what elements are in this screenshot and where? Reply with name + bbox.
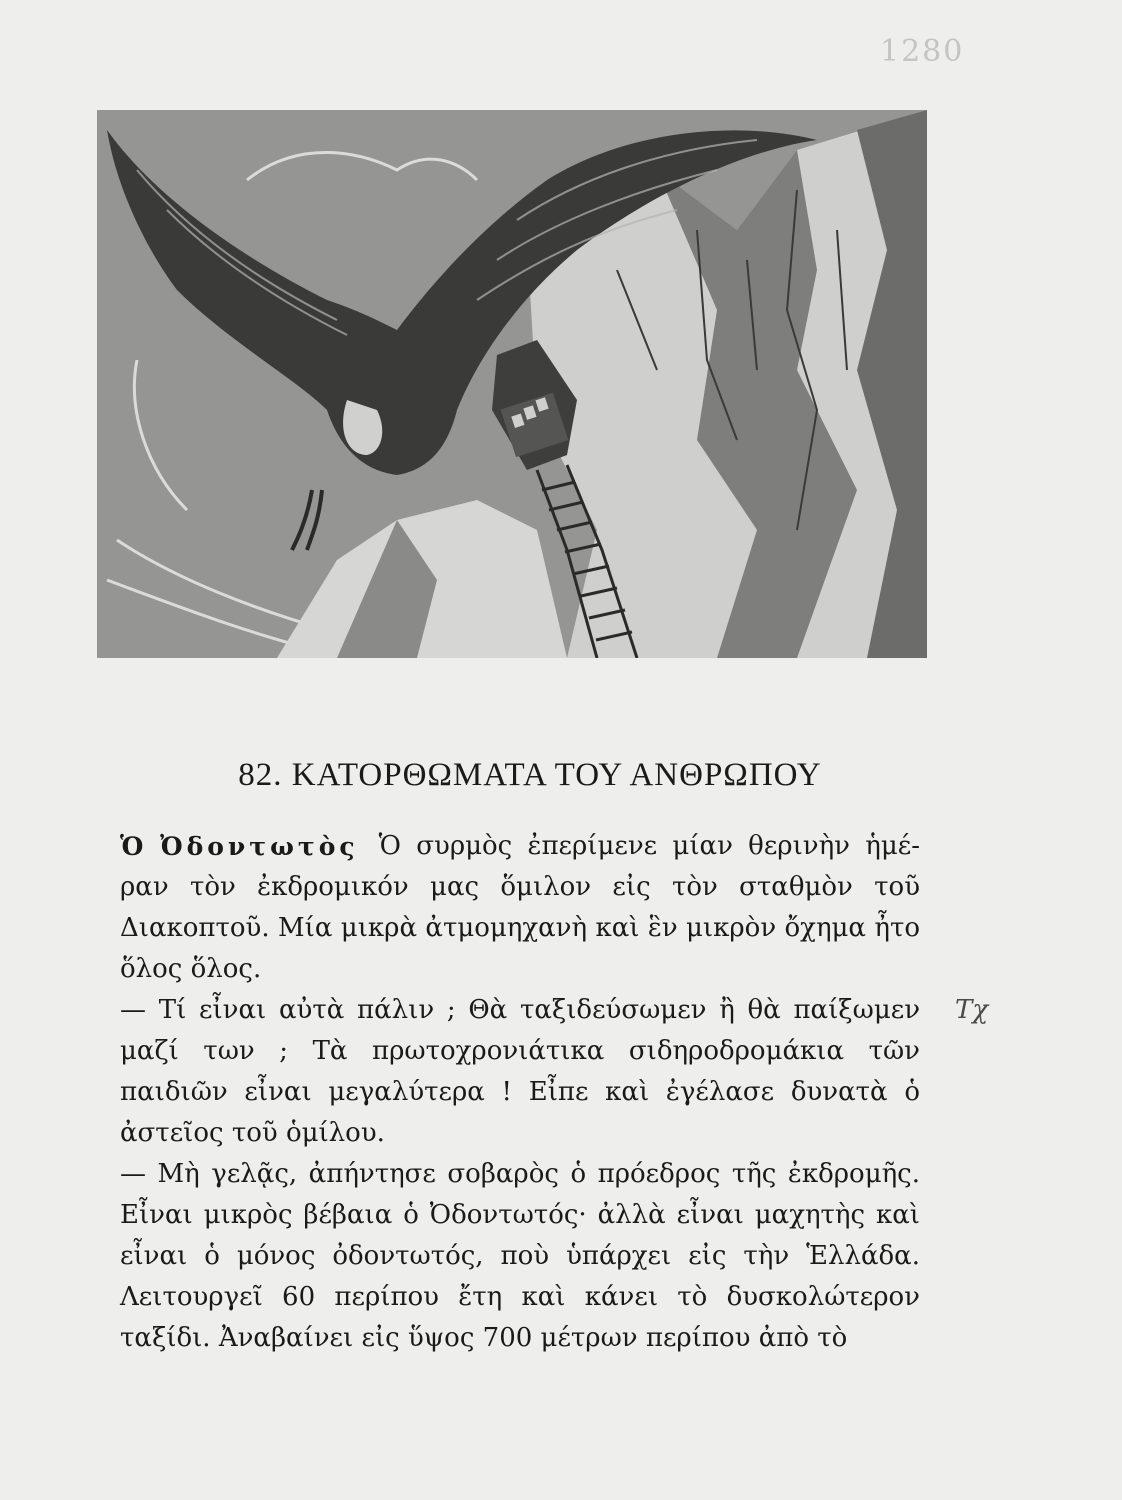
page-number: 1280 <box>880 34 965 69</box>
paragraph-2: — Τί εἶναι αὐτὰ πάλιν ; Θὰ ταξιδεύσωμεν ἢ θὰ παίξωμεν μαζί των ; Τὰ πρωτοχρονιάτικα σιδηροδρομάκια τῶν παιδιῶν εἶναι μεγαλύτερα ! Εἶπε καὶ ἐγέλασε δυνατὰ ὁ ἀστεῖος τοῦ ὁμίλου. <box>120 995 920 1148</box>
body-text <box>120 826 920 1359</box>
illustration <box>97 110 927 658</box>
margin-note: Τχ <box>955 995 989 1025</box>
eagle-train-illustration <box>97 110 927 658</box>
chapter-title: 82. ΚΑΤΟΡΘΩΜΑΤΑ ΤΟΥ ΑΝΘΡΩΠΟΥ <box>238 757 822 793</box>
paragraph-1 <box>120 826 920 990</box>
paragraph-1-rest: ραν τὸν ἐκδρομικόν μας ὅμιλον εἰς τὸν σταθμὸν τοῦ Διακοπτοῦ. Μία μικρὰ ἀτμομηχανὴ καὶ ἓν μικρὸν ὄχημα ἦτο ὅλος ὅλος. <box>120 872 920 984</box>
paragraph-3: — Μὴ γελᾷς, ἀπήντησε σοβαρὸς ὁ πρόεδρος τῆς ἐκδρομῆς. Εἶναι μικρὸς βέβαια ὁ Ὀδοντωτός· ἀλλὰ εἶναι μαχητὴς καὶ εἶναι ὁ μόνος ὀδοντωτός, ποὺ ὑπάρχει εἰς τὴν Ἑλλάδα. Λειτουργεῖ 60 περίπου ἔτη καὶ κάνει τὸ δυσκολώτερον ταξίδι. Ἀναβαίνει εἰς ὕψος 700 μέτρων περίπου ἀπὸ τὸ <box>120 1159 920 1353</box>
paragraph-1-first-line: Ὁ συρμὸς ἐπερίμενε μίαν θερινὴν ἡμέ- <box>378 831 920 861</box>
side-heading: Ὁ Ὀδοντωτὸς <box>120 832 359 861</box>
